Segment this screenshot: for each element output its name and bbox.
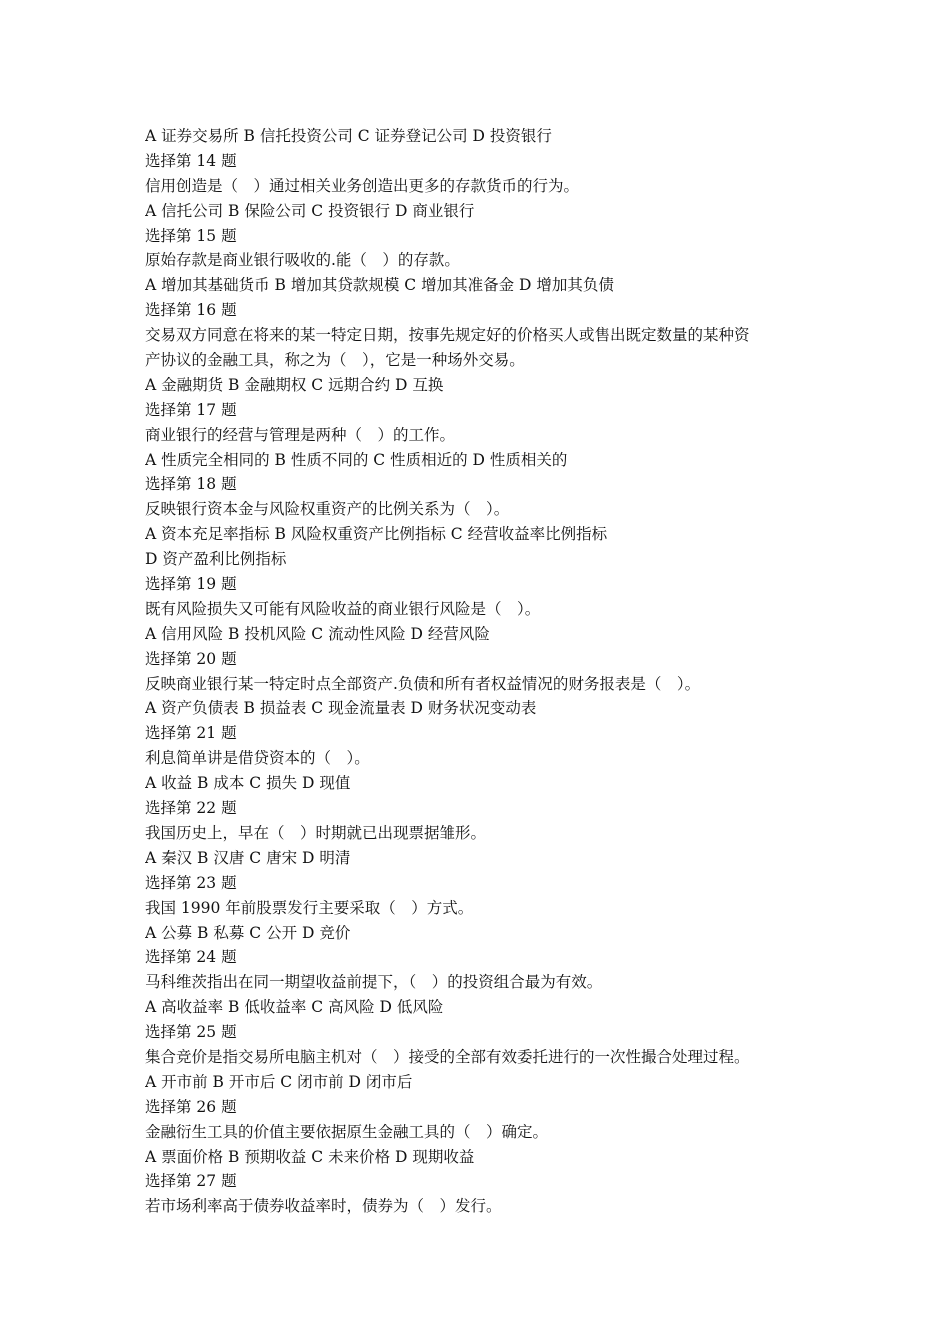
question-number-15: 选择第 15 题: [145, 226, 237, 245]
question-text-20: 反映商业银行某一特定时点全部资产.负债和所有者权益情况的财务报表是（ ）。: [145, 674, 701, 693]
answer-options-18-part2: D 资产盈利比例指标: [145, 550, 287, 569]
answer-options-26: A 票面价格 B 预期收益 C 未来价格 D 现期收益: [145, 1147, 475, 1166]
question-text-14: 信用创造是（ ）通过相关业务创造出更多的存款货币的行为。: [145, 176, 580, 195]
answer-options-19: A 信用风险 B 投机风险 C 流动性风险 D 经营风险: [145, 624, 490, 643]
question-number-24: 选择第 24 题: [145, 948, 237, 967]
answer-options-line: A 证券交易所 B 信托投资公司 C 证券登记公司 D 投资银行: [145, 127, 552, 145]
question-number-18: 选择第 18 题: [145, 475, 237, 494]
answer-options-22: A 秦汉 B 汉唐 C 唐宋 D 明清: [145, 848, 351, 867]
question-text-24: 马科维茨指出在同一期望收益前提下，（ ）的投资组合最为有效。: [145, 973, 603, 992]
question-text-22: 我国历史上，早在（ ）时期就已出现票据雏形。: [145, 823, 487, 842]
question-text-19: 既有风险损失又可能有风险收益的商业银行风险是（ ）。: [145, 599, 541, 618]
question-text-27: 若市场利率高于债券收益率时，债券为（ ）发行。: [145, 1197, 502, 1216]
answer-options-21: A 收益 B 成本 C 损失 D 现值: [145, 774, 351, 793]
answer-options-20: A 资产负债表 B 损益表 C 现金流量表 D 财务状况变动表: [145, 699, 537, 718]
question-number-23: 选择第 23 题: [145, 873, 237, 892]
document-text-body: [145, 124, 825, 1219]
question-number-17: 选择第 17 题: [145, 400, 237, 419]
question-text-17: 商业银行的经营与管理是两种（ ）的工作。: [145, 425, 456, 444]
question-number-21: 选择第 21 题: [145, 724, 237, 743]
question-number-25: 选择第 25 题: [145, 1023, 237, 1042]
question-number-19: 选择第 19 题: [145, 575, 237, 594]
question-number-22: 选择第 22 题: [145, 799, 237, 818]
answer-options-16: A 金融期货 B 金融期权 C 远期合约 D 互换: [145, 375, 444, 394]
question-text-23: 我国 1990 年前股票发行主要采取（ ）方式。: [145, 898, 474, 917]
answer-options-14: A 信托公司 B 保险公司 C 投资银行 D 商业银行: [145, 201, 475, 220]
answer-options-18-part1: A 资本充足率指标 B 风险权重资产比例指标 C 经营收益率比例指标: [145, 525, 608, 544]
answer-options-25: A 开市前 B 开市后 C 闭市前 D 闭市后: [145, 1072, 413, 1091]
question-number-20: 选择第 20 题: [145, 649, 237, 668]
question-number-14: 选择第 14 题: [145, 151, 237, 170]
answer-options-17: A 性质完全相同的 B 性质不同的 C 性质相近的 D 性质相关的: [145, 450, 568, 469]
question-number-16: 选择第 16 题: [145, 301, 237, 320]
question-text-26: 金融衍生工具的价值主要依据原生金融工具的（ ）确定。: [145, 1122, 549, 1141]
question-number-27: 选择第 27 题: [145, 1172, 237, 1191]
answer-options-15: A 增加其基础货币 B 增加其贷款规模 C 增加其准备金 D 增加其负债: [145, 276, 614, 295]
question-text-18: 反映银行资本金与风险权重资产的比例关系为（ ）。: [145, 500, 510, 519]
question-number-26: 选择第 26 题: [145, 1097, 237, 1116]
question-text-16-part2: 产协议的金融工具，称之为（ ），它是一种场外交易。: [145, 351, 525, 370]
question-text-15: 原始存款是商业银行吸收的.能（ ）的存款。: [145, 251, 460, 270]
question-text-21: 利息简单讲是借贷资本的（ ）。: [145, 749, 370, 768]
question-text-25: 集合竞价是指交易所电脑主机对（ ）接受的全部有效委托进行的一次性撮合处理过程。: [145, 1047, 750, 1066]
question-text-16-part1: 交易双方同意在将来的某一特定日期，按事先规定好的价格买人或售出既定数量的某种资: [145, 326, 750, 345]
answer-options-23: A 公募 B 私募 C 公开 D 竞价: [145, 923, 351, 942]
answer-options-24: A 高收益率 B 低收益率 C 高风险 D 低风险: [145, 998, 444, 1017]
